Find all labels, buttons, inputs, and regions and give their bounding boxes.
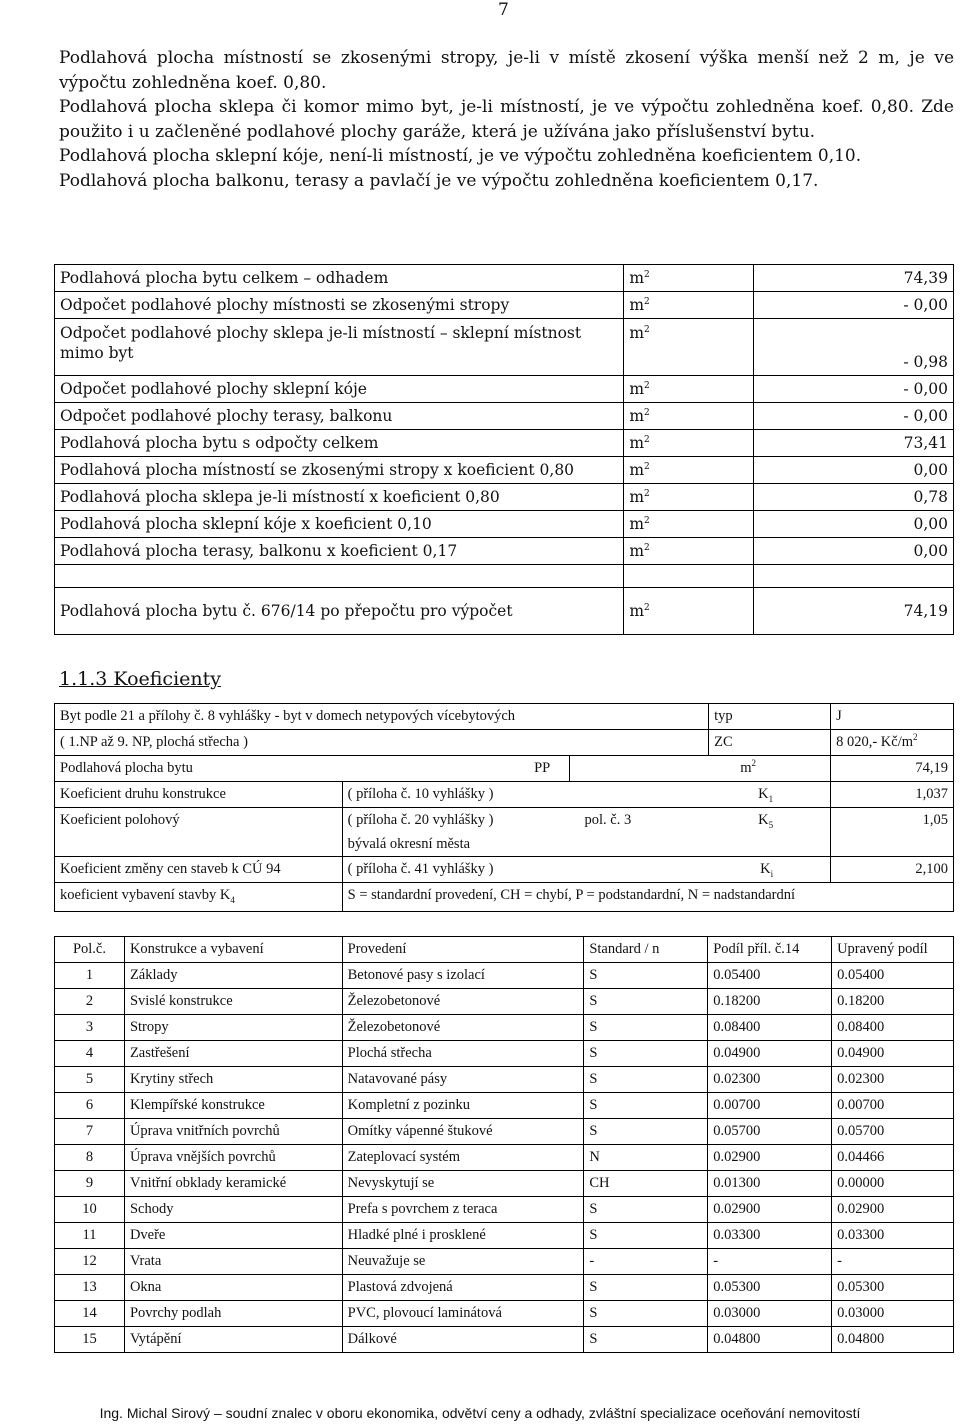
table-row <box>55 403 954 430</box>
table-cell: Železobetonové <box>342 1015 584 1041</box>
table-cell: Hladké plné i prosklené <box>342 1223 584 1249</box>
floors-label: ( 1.NP až 9. NP, plochá střecha ) <box>55 730 709 756</box>
table-cell: Natavované pásy <box>342 1067 584 1093</box>
table-cell: 6 <box>55 1093 125 1119</box>
table-cell: Schody <box>124 1197 342 1223</box>
ki-value: 2,100 <box>831 857 954 883</box>
ki-source: ( příloha č. 41 vyhlášky ) $K_i$ <box>342 857 830 883</box>
table-cell: 14 <box>55 1301 125 1327</box>
area-unit: $m^2$ <box>624 484 754 511</box>
column-header: Standard / n <box>584 937 708 963</box>
table-cell: 0.03300 <box>832 1223 954 1249</box>
table-cell: 7 <box>55 1119 125 1145</box>
table-cell: - <box>584 1249 708 1275</box>
table-cell: Krytiny střech <box>124 1067 342 1093</box>
area-label: Podlahová plocha místností se zkosenými stropy x koeficient 0,80 <box>55 457 624 484</box>
table-cell: Klempířské konstrukce <box>124 1093 342 1119</box>
table-row <box>55 857 954 883</box>
total-value: 74,19 <box>754 588 954 635</box>
k4-legend: S = standardní provedení, CH = chybí, P = podstandardní, N = nadstandardní <box>342 883 953 912</box>
table-row <box>55 430 954 457</box>
table-cell: 0.00700 <box>832 1093 954 1119</box>
table-cell: CH <box>584 1171 708 1197</box>
page-number: 7 <box>498 0 509 20</box>
area-label: Odpočet podlahové plochy terasy, balkonu <box>55 403 624 430</box>
table-row <box>55 1301 954 1327</box>
table-cell: 0.02900 <box>708 1145 832 1171</box>
table-cell: N <box>584 1145 708 1171</box>
table-cell: 0.03000 <box>708 1301 832 1327</box>
table-cell: Dveře <box>124 1223 342 1249</box>
table-cell: 5 <box>55 1067 125 1093</box>
table-cell: 10 <box>55 1197 125 1223</box>
table-cell: 0.02900 <box>708 1197 832 1223</box>
table-cell: S <box>584 1327 708 1353</box>
table-row <box>55 963 954 989</box>
area-label: Odpočet podlahové plochy místnosti se zkosenými stropy <box>55 292 624 319</box>
table-row <box>55 1223 954 1249</box>
table-cell: 4 <box>55 1041 125 1067</box>
table-cell: - <box>832 1249 954 1275</box>
table-row <box>55 989 954 1015</box>
table-cell: Plochá střecha <box>342 1041 584 1067</box>
table-cell: Nevyskytují se <box>342 1171 584 1197</box>
empty-cell <box>55 565 624 588</box>
k1-source: ( příloha č. 10 vyhlášky ) $K_1$ <box>342 782 830 808</box>
table-cell: Železobetonové <box>342 989 584 1015</box>
area-label: Podlahová plocha sklepa je-li místností x koeficient 0,80 <box>55 484 624 511</box>
area-label: Odpočet podlahové plochy sklepa je-li místností – sklepní místnost mimo byt <box>55 319 624 376</box>
area-label: Podlahová plocha bytu s odpočty celkem <box>55 430 624 457</box>
column-header: Pol.č. <box>55 937 125 963</box>
table-cell: 0.03000 <box>832 1301 954 1327</box>
area-value: 0,00 <box>754 538 954 565</box>
k5-value: 1,05 <box>831 808 954 857</box>
table-cell: Omítky vápenné štukové <box>342 1119 584 1145</box>
table-cell: Zastřešení <box>124 1041 342 1067</box>
table-row <box>55 265 954 292</box>
table-cell: Vytápění <box>124 1327 342 1353</box>
area-unit: $m^2$ <box>624 403 754 430</box>
type-label: Byt podle 21 a přílohy č. 8 vyhlášky - byt v domech netypových vícebytových <box>55 704 709 730</box>
table-row <box>55 1249 954 1275</box>
table-cell: Stropy <box>124 1015 342 1041</box>
area-value: 74,39 <box>754 265 954 292</box>
area-unit: $m^2$ <box>624 265 754 292</box>
area-unit: $m^2$ <box>624 376 754 403</box>
table-row <box>55 1093 954 1119</box>
table-cell: S <box>584 1041 708 1067</box>
total-unit: $m^2$ <box>624 588 754 635</box>
table-cell: 15 <box>55 1327 125 1353</box>
table-cell: Povrchy podlah <box>124 1301 342 1327</box>
area-value: - 0,00 <box>754 403 954 430</box>
table-cell: 0.04800 <box>708 1327 832 1353</box>
table-cell: S <box>584 1015 708 1041</box>
area-value: - 0,00 <box>754 292 954 319</box>
table-cell: 0.18200 <box>832 989 954 1015</box>
table-cell: 0.02300 <box>708 1067 832 1093</box>
table-row <box>55 1067 954 1093</box>
table-cell: S <box>584 1197 708 1223</box>
table-cell: 0.02900 <box>832 1197 954 1223</box>
table-cell: S <box>584 1275 708 1301</box>
column-header: Provedení <box>342 937 584 963</box>
table-cell: 0.08400 <box>832 1015 954 1041</box>
k5-source: ( příloha č. 20 vyhlášky ) pol. č. 3 $K_5$ bývalá okresní města <box>342 808 830 857</box>
table-cell: S <box>584 963 708 989</box>
area-unit: $m^2$ <box>624 292 754 319</box>
table-row <box>55 1275 954 1301</box>
table-row <box>55 1015 954 1041</box>
area-unit: $m^2$ <box>624 457 754 484</box>
table-cell: S <box>584 1067 708 1093</box>
table-cell: Neuvažuje se <box>342 1249 584 1275</box>
table-cell: 0.03300 <box>708 1223 832 1249</box>
total-label: Podlahová plocha bytu č. 676/14 po přepočtu pro výpočet <box>55 588 624 635</box>
footer: Ing. Michal Sirový – soudní znalec v oboru ekonomika, odvětví ceny a odhady, zvláštní specializace oceňování nemovitostí <box>99 1405 861 1421</box>
paragraph: Podlahová plocha sklepa či komor mimo byt, je-li místností, je ve výpočtu zohledněna koef. 0,80. Zde použito i u začleněné podlahové plochy garáže, která je užívána jako příslušenství bytu. <box>59 97 954 142</box>
table-cell: 3 <box>55 1015 125 1041</box>
table-cell: 0.05700 <box>708 1119 832 1145</box>
area-value: - 0,00 <box>754 376 954 403</box>
table-header-row <box>55 937 954 963</box>
area-unit: $m^2$ <box>624 319 754 376</box>
table-cell: PVC, plovoucí laminátová <box>342 1301 584 1327</box>
area-value: 0,00 <box>754 511 954 538</box>
table-cell: 2 <box>55 989 125 1015</box>
ki-label: Koeficient změny cen staveb k CÚ 94 <box>55 857 343 883</box>
construction-table <box>54 936 954 1353</box>
k1-label: Koeficient druhu konstrukce <box>55 782 343 808</box>
table-cell: Dálkové <box>342 1327 584 1353</box>
table-cell: Kompletní z pozinku <box>342 1093 584 1119</box>
table-cell: Prefa s povrchem z teraca <box>342 1197 584 1223</box>
area-value: - 0,98 <box>754 319 954 376</box>
table-row <box>55 292 954 319</box>
table-row <box>55 1197 954 1223</box>
zc-price: 8 020,- $Kč/m^2$ <box>831 730 954 756</box>
table-cell: Okna <box>124 1275 342 1301</box>
section-heading: 1.1.3 Koeficienty <box>59 668 221 690</box>
area-label: Podlahová plocha bytu celkem – odhadem <box>55 265 624 292</box>
coefficients-table <box>54 703 954 912</box>
table-cell: Základy <box>124 963 342 989</box>
empty-cell <box>624 565 754 588</box>
table-cell: 0.01300 <box>708 1171 832 1197</box>
empty-cell <box>754 565 954 588</box>
table-row <box>55 538 954 565</box>
table-cell: 0.18200 <box>708 989 832 1015</box>
column-header: Konstrukce a vybavení <box>124 937 342 963</box>
table-cell: 0.05700 <box>832 1119 954 1145</box>
table-row <box>55 484 954 511</box>
paragraph: Podlahová plocha sklepní kóje, není-li místností, je ve výpočtu zohledněna koeficientem 0,10. <box>59 146 862 166</box>
table-cell: 13 <box>55 1275 125 1301</box>
table-row <box>55 1145 954 1171</box>
area-value: 0,00 <box>754 457 954 484</box>
table-cell: Vrata <box>124 1249 342 1275</box>
table-cell: 11 <box>55 1223 125 1249</box>
table-row <box>55 1119 954 1145</box>
table-cell: S <box>584 1093 708 1119</box>
k5-label: Koeficient polohový <box>55 808 343 857</box>
table-row <box>55 1041 954 1067</box>
table-cell: Plastová zdvojená <box>342 1275 584 1301</box>
table-cell: 0.08400 <box>708 1015 832 1041</box>
table-cell: 0.04466 <box>832 1145 954 1171</box>
area-label: Odpočet podlahové plochy sklepní kóje <box>55 376 624 403</box>
table-cell: 0.05300 <box>708 1275 832 1301</box>
table-row <box>55 457 954 484</box>
table-cell: Zateplovací systém <box>342 1145 584 1171</box>
table-cell: 0.00700 <box>708 1093 832 1119</box>
table-row <box>55 511 954 538</box>
table-cell: 0.05400 <box>832 963 954 989</box>
table-cell: 0.04900 <box>832 1041 954 1067</box>
table-cell: 0.04800 <box>832 1327 954 1353</box>
table-row <box>55 1171 954 1197</box>
table-row <box>55 808 954 857</box>
typ-value: J <box>831 704 954 730</box>
table-cell: S <box>584 1301 708 1327</box>
table-row <box>55 588 954 635</box>
table-cell: S <box>584 1119 708 1145</box>
column-header: Upravený podíl <box>832 937 954 963</box>
table-row <box>55 704 954 730</box>
area-unit: $m^2$ <box>570 756 831 782</box>
table-row <box>55 376 954 403</box>
area-value: 74,19 <box>831 756 954 782</box>
typ-label: typ <box>709 704 831 730</box>
k1-value: 1,037 <box>831 782 954 808</box>
area-label: Podlahová plocha bytu PP <box>55 756 570 782</box>
table-cell: Svislé konstrukce <box>124 989 342 1015</box>
zc-label: ZC <box>709 730 831 756</box>
area-table <box>54 264 954 635</box>
area-value: 0,78 <box>754 484 954 511</box>
k4-label: koeficient vybavení stavby $K_4$ <box>55 883 343 912</box>
table-cell: Úprava vnějších povrchů <box>124 1145 342 1171</box>
table-cell: 9 <box>55 1171 125 1197</box>
table-row <box>55 782 954 808</box>
table-cell: 8 <box>55 1145 125 1171</box>
area-unit: $m^2$ <box>624 511 754 538</box>
table-row <box>55 883 954 912</box>
table-cell: 12 <box>55 1249 125 1275</box>
table-row <box>55 1327 954 1353</box>
area-unit: $m^2$ <box>624 430 754 457</box>
table-cell: Vnitřní obklady keramické <box>124 1171 342 1197</box>
area-unit: $m^2$ <box>624 538 754 565</box>
area-value: 73,41 <box>754 430 954 457</box>
area-label: Podlahová plocha sklepní kóje x koeficient 0,10 <box>55 511 624 538</box>
paragraph: Podlahová plocha místností se zkosenými stropy, je-li v místě zkosení výška menší než 2 m, je ve výpočtu zohledněna koef. 0,80. <box>59 48 954 93</box>
table-cell: Úprava vnitřních povrchů <box>124 1119 342 1145</box>
table-cell: 0.04900 <box>708 1041 832 1067</box>
column-header: Podíl příl. č.14 <box>708 937 832 963</box>
table-cell: Betonové pasy s izolací <box>342 963 584 989</box>
table-cell: 0.05300 <box>832 1275 954 1301</box>
table-cell: 0.00000 <box>832 1171 954 1197</box>
table-cell: 1 <box>55 963 125 989</box>
paragraph: Podlahová plocha balkonu, terasy a pavlačí je ve výpočtu zohledněna koeficientem 0,17. <box>59 170 819 191</box>
table-row <box>55 756 954 782</box>
table-cell: 0.05400 <box>708 963 832 989</box>
intro-text <box>59 46 954 193</box>
table-cell: - <box>708 1249 832 1275</box>
table-cell: 0.02300 <box>832 1067 954 1093</box>
table-row <box>55 565 954 588</box>
area-label: Podlahová plocha terasy, balkonu x koeficient 0,17 <box>55 538 624 565</box>
table-cell: S <box>584 1223 708 1249</box>
table-row <box>55 319 954 376</box>
table-cell: S <box>584 989 708 1015</box>
table-row <box>55 730 954 756</box>
